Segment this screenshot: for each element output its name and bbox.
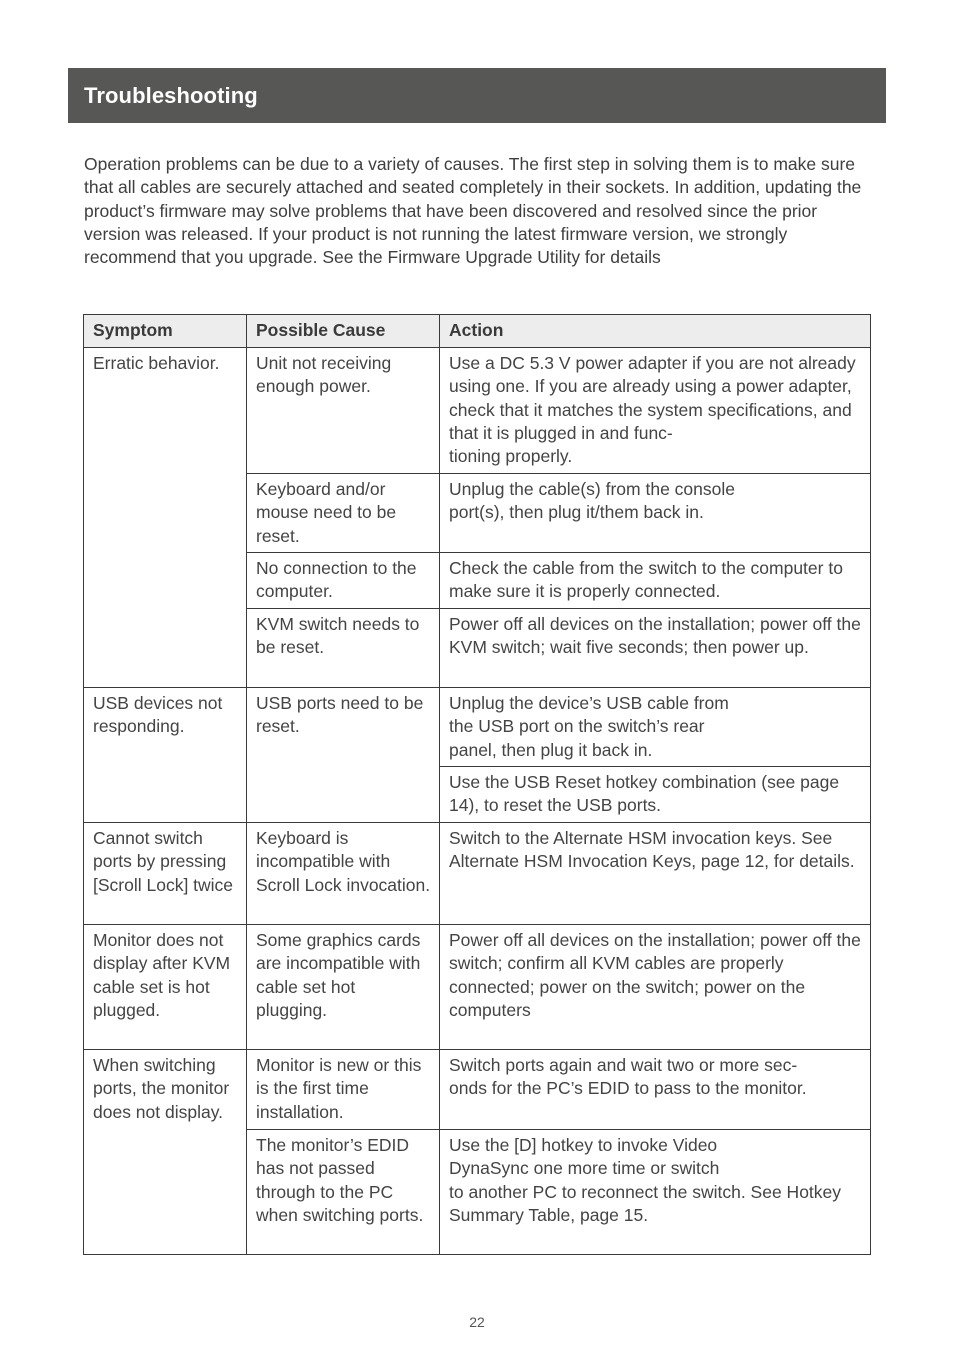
intro-paragraph: Operation problems can be due to a variety of causes. The first step in solving them is to make sure that all cables are securely attached and seated completely in their sockets. In addition, updating the product’s firmware may solve problems that have been discovered and resolved since the prior version was released. If your product is not running the latest firmware version, we strongly recommend that you upgrade. See the Firmware Upgrade Utility for details (84, 154, 862, 268)
symptom-cell: Cannot switch ports by pressing [Scroll Lock] twice (84, 823, 247, 925)
cause-cell: Some graphics cards are incompatible with cable set hot plugging. (247, 925, 440, 1050)
page-title: Troubleshooting (84, 82, 258, 108)
cause-cell: KVM switch needs to be reset. (247, 609, 440, 688)
table-row (84, 1050, 871, 1130)
action-cell: Switch ports again and wait two or more sec- onds for the PC’s EDID to pass to the monitor. (440, 1050, 871, 1130)
table-row (84, 348, 871, 474)
action-cell: Use the [D] hotkey to invoke Video DynaSync one more time or switch to another PC to reconnect the switch. See Hotkey Summary Table, page 15. (440, 1130, 871, 1255)
table-row (84, 688, 871, 767)
action-cell: Power off all devices on the installation; power off the KVM switch; wait five seconds; then power up. (440, 609, 871, 688)
cause-cell: Unit not receiving enough power. (247, 348, 440, 474)
page-number: 22 (469, 1314, 485, 1330)
troubleshooting-table (83, 314, 871, 1255)
cause-cell: Keyboard is incompatible with Scroll Lock invocation. (247, 823, 440, 925)
cause-cell: Keyboard and/or mouse need to be reset. (247, 474, 440, 553)
symptom-cell: USB devices not responding. (84, 688, 247, 823)
table-row (84, 925, 871, 1050)
symptom-cell: Monitor does not display after KVM cable set is hot plugged. (84, 925, 247, 1050)
cause-cell: No connection to the computer. (247, 553, 440, 609)
header-symptom: Symptom (84, 315, 247, 348)
header-action: Action (440, 315, 871, 348)
header-possible-cause: Possible Cause (247, 315, 440, 348)
table-header-row (84, 315, 871, 348)
cause-cell: Monitor is new or this is the first time installation. (247, 1050, 440, 1130)
action-cell: Unplug the device’s USB cable from the USB port on the switch’s rear panel, then plug it back in. (440, 688, 871, 767)
action-cell: Use a DC 5.3 V power adapter if you are not already using one. If you are already using a power adapter, check that it matches the system specifications, and that it is plugged in and func- tioning properly. (440, 348, 871, 474)
action-cell: Power off all devices on the installation; power off the switch; confirm all KVM cables are properly connected; power on the switch; power on the computers (440, 925, 871, 1050)
section-title-bar (68, 68, 886, 123)
cause-cell: The monitor’s EDID has not passed through to the PC when switching ports. (247, 1130, 440, 1255)
action-cell: Check the cable from the switch to the computer to make sure it is properly connected. (440, 553, 871, 609)
table-row (84, 823, 871, 925)
symptom-cell: When switching ports, the monitor does not display. (84, 1050, 247, 1255)
cause-cell: USB ports need to be reset. (247, 688, 440, 823)
action-cell: Use the USB Reset hotkey combination (see page 14), to reset the USB ports. (440, 767, 871, 823)
action-cell: Unplug the cable(s) from the console port(s), then plug it/them back in. (440, 474, 871, 553)
symptom-cell: Erratic behavior. (84, 348, 247, 688)
action-cell: Switch to the Alternate HSM invocation keys. See Alternate HSM Invocation Keys, page 12, for details. (440, 823, 871, 925)
